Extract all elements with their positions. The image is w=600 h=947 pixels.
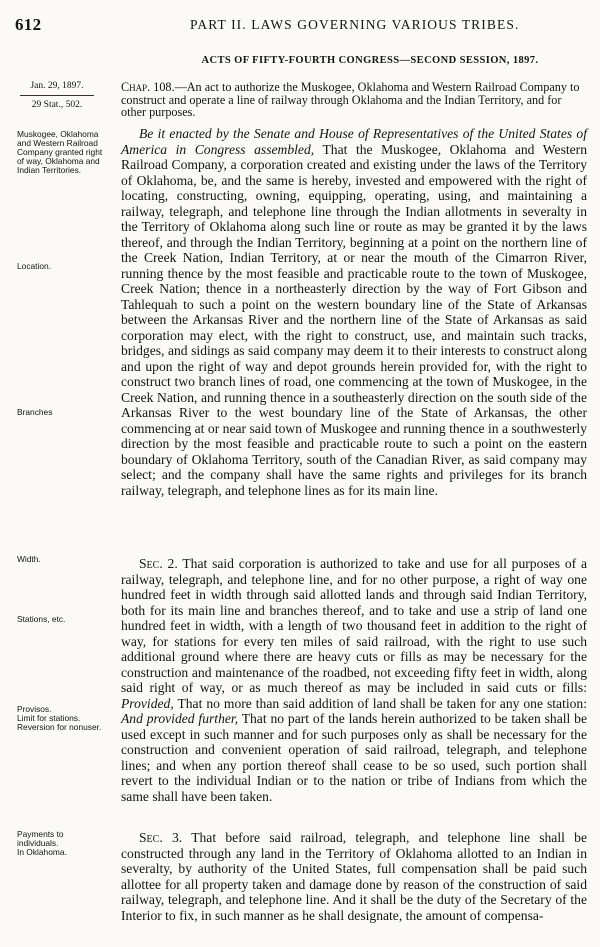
- margin-note-stations: Stations, etc.: [17, 614, 66, 624]
- margin-note-in-oklahoma: In Oklahoma.: [17, 847, 67, 857]
- section-3-text: That before said railroad, telegraph, and telephone line shall be constructed through any land in the Territory of Oklahoma allotted to an Indian in severalty, by authority of the United States, full compensation shall be paid such allottee for all property taken and damage done by reason of the construction of said railway, telegraph, and telephone line. And it shall be the duty of the Secretary of the Interior to fix, in such manner as he shall designate, the amount of compensa-: [121, 830, 587, 923]
- section-2-text-part1: That said corporation is authorized to take and use for all purposes of a railway, telegraph, and telephone line, and for no other purpose, a right of way one hundred feet in width through said allotted lands and through said Indian Territory, both for its main line and branches thereof, and to take and use a strip of land one hundred feet in width, with a length of two thousand feet in addition to the right of way, for stations for every ten miles of said railroad, with the right to use such additional ground where there are heavy cuts or fills as may be necessary for the construction and maintenance of the roadbed, not exceeding fifty feet in width, along said right of way, or as much thereof as may be included in said cuts or fills:: [121, 556, 587, 695]
- margin-note-provisos: [17, 705, 103, 732]
- margin-note-limit: Limit for stations.: [17, 713, 81, 723]
- margin-note-payments-label: Payments to individuals.: [17, 829, 64, 848]
- margin-note-payments: [17, 830, 103, 857]
- page-number: 612: [15, 15, 42, 34]
- section-2-text-part3: That no part of the lands herein authorized to be taken shall be used except in such manner and for such purposes only as shall be necessary for the construction and convenient operation of said railroad, telegraph, and telephone lines; and when any portion thereof shall cease to be so used, such portion shall revert to the individual Indian or to the nation or tribe of Indians from which the same shall have been taken.: [121, 711, 587, 804]
- running-title: PART II. LAWS GOVERNING VARIOUS TRIBES.: [190, 17, 520, 32]
- provided-further-phrase: And provided further,: [121, 711, 239, 726]
- chapter-label: Chap. 108.: [121, 80, 175, 94]
- margin-rule: [20, 95, 94, 96]
- margin-note-width: Width.: [17, 554, 41, 564]
- section-1-text: That the Muskogee, Oklahoma and Western Railroad Company, a corporation created and existing under the laws of the Territory of Oklahoma, be, and the same is hereby, invested and empowered with the right of locating, constructing, owning, equipping, operating, using, and maintaining a railway, telegraph, and telephone line through the Indian allotments in severalty in the Territory of Oklahoma along such line or route as may be granted it by the laws thereof, and through the Indian Territory, beginning at a point on the northern line of the Creek Nation, Indian Territory, at or near the mouth of the Cimarron River, running thence by the most feasible and practicable route to the town of Muskogee, Creek Nation; thence in a northeasterly direction by the way of Fort Gibson and Tahlequah to such a point on the western boundary line of the State of Arkansas between the Arkansas River and the northern line of the State of Arkansas as said corporation may elect, with the right to construct, use, and maintain such tracks, bridges, and sidings as said company may deem it to their interests to construct along and upon the right of way and depot grounds herein provided for, with the right to construct two branch lines of road, one commencing at the town of Muskogee, in the Creek Nation, and running thence in a southeasterly direction on the south side of the Arkansas River to the west boundary line of the State of Arkansas, the other commencing at or near said town of Muskogee and running thence in a southwesterly direction by the most feasible and practicable route to such a point on the eastern boundary of Oklahoma Territory, south of the Canadian River, as said company may select; and the company shall have the same rights and privileges for its branch railway, telegraph, and telephone lines as for its main line.: [121, 141, 587, 498]
- margin-note-location: Location.: [17, 261, 51, 271]
- margin-note-provisos-label: Provisos.: [17, 704, 52, 714]
- enacting-clause: Be it enacted by the Senate and House of Representatives of the United States of America in Congress assembled,: [121, 126, 587, 157]
- margin-note-branches: Branches: [17, 407, 53, 417]
- act-heading: ACTS OF FIFTY-FOURTH CONGRESS—SECOND SESSION, 1897.: [201, 55, 539, 66]
- running-head: [15, 15, 585, 35]
- margin-note-title: Muskogee, Oklahoma and Western Railroad Company granted right of way, Oklahoma and Indian Territories.: [17, 129, 103, 175]
- section-2-label: Sec. 2.: [139, 556, 178, 571]
- chapter-text: —An act to authorize the Muskogee, Oklahoma and Western Railroad Company to construct and operate a line of railway through Oklahoma and the Indian Territory, and for other purposes.: [121, 80, 580, 120]
- provided-phrase: Provided,: [121, 695, 174, 711]
- chapter-title: [121, 81, 587, 119]
- section-3-label: Sec. 3.: [139, 830, 183, 845]
- section-2-text-part2: That no more than said addition of land shall be taken for any one station:: [173, 695, 587, 711]
- section-3-paragraph: [121, 830, 587, 923]
- section-1-paragraph: [121, 126, 587, 498]
- section-2-paragraph: [121, 556, 587, 804]
- margin-statute: 29 Stat., 502.: [31, 100, 83, 110]
- margin-date: Jan. 29, 1897.: [30, 81, 84, 91]
- margin-note-reversion: Reversion for nonuser.: [17, 722, 102, 732]
